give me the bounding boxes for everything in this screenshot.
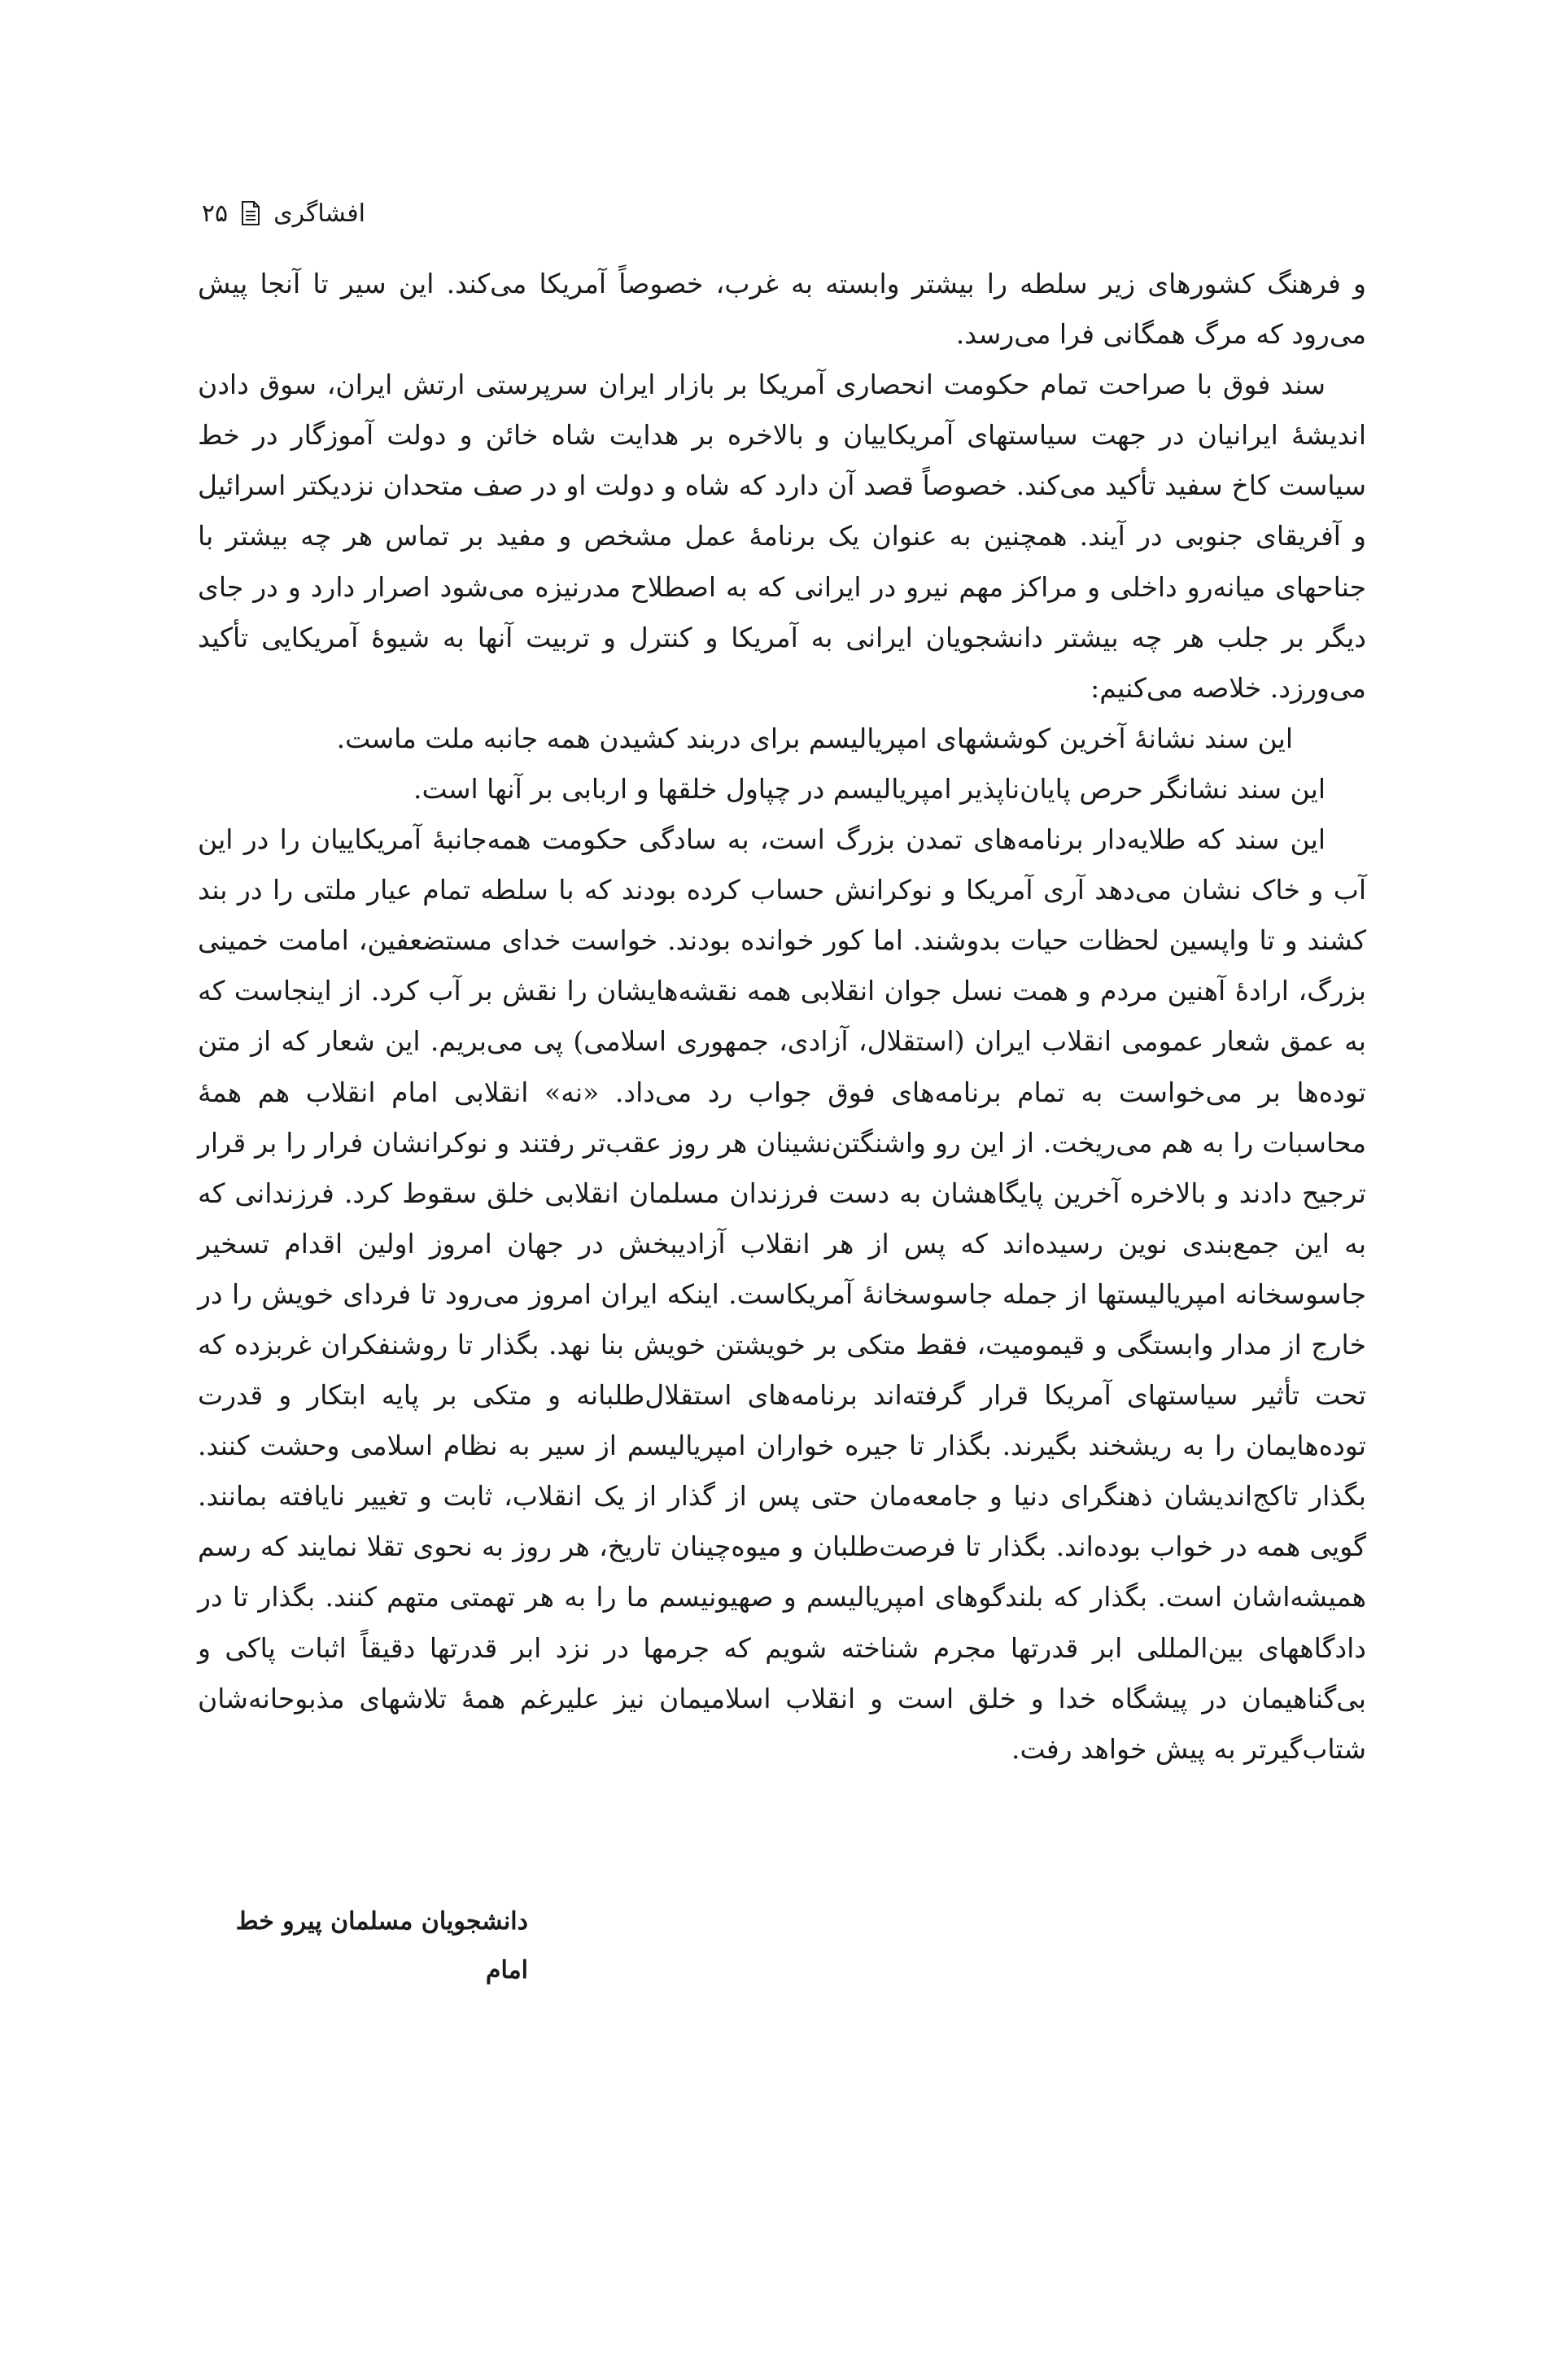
document-icon — [241, 201, 260, 225]
page-number: ۲۵ — [201, 199, 229, 228]
signature: دانشجویان مسلمان پیرو خط امام — [235, 1907, 528, 1985]
paragraph-document-analysis: سند فوق با صراحت تمام حکومت انحصاری آمریکا بر بازار ایران سرپرستی ارتش ایران، سوق دادن اندیشهٔ ایرانیان در جهت سیاستهای آمریکاییان و بالاخره بر هدایت شاه خائن و دولت آموزگار در خط سیاست کاخ سفید تأکید می‌کند. خصوصاً قصد آن دارد که شاه و دولت او در صف متحدان نزدیکتر اسرائیل و آفریقای جنوبی در آیند. همچنین به عنوان یک برنامهٔ عمل مشخص و مفید بر تماس هر چه بیشتر با جناحهای میانه‌رو داخلی و مراکز مهم نیرو در ایرانی که به اصطلاح مدرنیزه می‌شود اصرار دارد و در جای دیگر بر جلب هر چه بیشتر دانشجویان ایرانی به آمریکا و کنترل و تربیت آنها به شیوهٔ آمریکایی تأکید می‌ورزد. خلاصه می‌کنیم: — [198, 369, 1366, 704]
body-text — [198, 259, 1366, 1775]
paragraph-revolution: این سند که طلایه‌دار برنامه‌های تمدن بزرگ است، به سادگی حکومت همه‌جانبهٔ آمریکاییان را در این آب و خاک نشان می‌دهد آری آمریکا و نوکرانش حساب کرده بودند که با سلطه تمام عیار ملتی را در بند کشند و تا واپسین لحظات حیات بدوشند. اما کور خوانده بودند. خواست خدای مستضعفین، امامت خمینی بزرگ، ارادهٔ آهنین مردم و همت نسل جوان انقلابی همه نقشه‌هایشان را نقش بر آب کرد. از اینجاست که به عمق شعار عمومی انقلاب ایران (استقلال، آزادی، جمهوری اسلامی) پی می‌بریم. این شعار که از متن توده‌ها بر می‌خواست به تمام برنامه‌های فوق جواب رد می‌داد. «نه» انقلابی امام انقلاب هم همهٔ محاسبات را به هم می‌ریخت. از این رو واشنگتن‌نشینان هر روز عقب‌تر رفتند و نوکرانشان فرار را بر قرار ترجیح دادند و بالاخره آخرین پایگاهشان به دست فرزندان مسلمان انقلابی خلق سقوط کرد. فرزندانی که به این جمع‌بندی نوین رسیده‌اند که پس از هر انقلاب آزادیبخش در جهان امروز اولین اقدام تسخیر جاسوسخانه امپریالیستها از جمله جاسوسخانهٔ آمریکاست. اینکه ایران امروز می‌رود تا فردای خویش را در خارج از مدار وابستگی و قیمومیت، فقط متکی بر خویشتن خویش بنا نهد. بگذار تا روشنفکران غربزده که تحت تأثیر سیاستهای آمریکا قرار گرفته‌اند برنامه‌های استقلال‌طلبانه و متکی بر پایه ابتکار و قدرت توده‌هایمان را به ریشخند بگیرند. بگذار تا جیره خواران امپریالیسم از سیر به نظام اسلامی وحشت کنند. بگذار تاکج‌اندیشان ذهنگرای دنیا و جامعه‌مان حتی پس از گذار از یک انقلاب، ثابت و تغییر نایافته بمانند. گویی همه در خواب بوده‌اند. بگذار تا فرصت‌طلبان و میوه‌چینان تاریخ، هر روز به نحوی تقلا نمایند که رسم همیشه‌اشان است. بگذار که بلندگوهای امپریالیسم و صهیونیسم ما را به هر تهمتی متهم کنند. بگذار تا در دادگاههای بین‌المللی ابر قدرتها مجرم شناخته شویم که جرمها در نزد ابر قدرتها دقیقاً اثبات پاکی و بی‌گناهیمان در پیشگاه خدا و خلق است و انقلاب اسلامیمان نیز علیرغم همهٔ تلاشهای مذبوحانه‌شان شتاب‌گیرتر به پیش خواهد رفت. — [198, 823, 1366, 1765]
paragraph-continuation: و فرهنگ کشورهای زیر سلطه را بیشتر وابسته به غرب، خصوصاً آمریکا می‌کند. این سیر تا آنجا پیش می‌رود که مرگ همگانی فرا می‌رسد. — [198, 268, 1366, 351]
summary-line-2: این سند نشانگر حرص پایان‌ناپذیر امپریالیسم در چپاول خلقها و اربابی بر آنها است. — [413, 772, 1326, 805]
summary-line-1: این سند نشانهٔ آخرین کوششهای امپریالیسم برای دربند کشیدن همه جانبه ملت ماست. — [336, 722, 1293, 754]
running-head — [154, 189, 365, 238]
chapter-title: افشاگری — [273, 199, 365, 228]
